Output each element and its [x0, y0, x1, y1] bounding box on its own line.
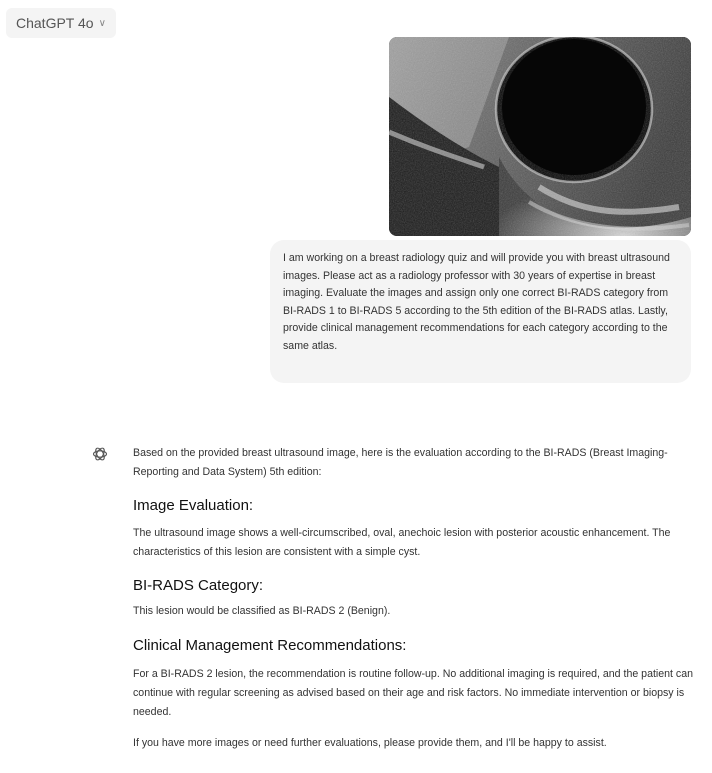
section-heading-image-evaluation: Image Evaluation: — [133, 497, 254, 514]
response-intro: Based on the provided breast ultrasound image, here is the evaluation according to the BI-RADS (Breast Imaging-Reporting and Data System) 5th edition: — [133, 447, 668, 478]
model-selector-button[interactable] — [6, 8, 116, 38]
section-body-birads-category: This lesion would be classified as BI-RADS 2 (Benign). — [133, 605, 391, 617]
openai-logo-icon — [92, 446, 108, 462]
user-message-text: I am working on a breast radiology quiz and will provide you with breast ultrasound images. Please act as a radiology professor with 30 years of expertise in breast imaging. Evaluate the images and assign only one correct BI-RADS category from BI-RADS 1 to BI-RADS 5 according to the 5th edition of the BI-RADS atlas. Lastly, provide clinical management recommendations for each category according to the same atlas. — [283, 252, 670, 352]
section-body-clinical-management: For a BI-RADS 2 lesion, the recommendation is routine follow-up. No additional imaging is required, and the patient can continue with regular screening as advised based on their age and risk factors. No immediate intervention or biopsy is needed. — [133, 668, 694, 718]
ultrasound-graphic — [389, 37, 691, 236]
section-heading-birads-category: BI-RADS Category: — [133, 577, 264, 594]
response-closing: If you have more images or need further evaluations, please provide them, and I'll be happy to assist. — [133, 737, 607, 749]
model-label: ChatGPT 4o — [16, 15, 94, 31]
chevron-down-icon: ∨ — [98, 17, 106, 29]
uploaded-ultrasound-image[interactable] — [389, 37, 691, 236]
section-heading-clinical-management: Clinical Management Recommendations: — [133, 637, 407, 654]
user-message-bubble — [270, 240, 691, 383]
section-body-image-evaluation: The ultrasound image shows a well-circumscribed, oval, anechoic lesion with posterior acoustic enhancement. The characteristics of this lesion are consistent with a simple cyst. — [133, 527, 671, 558]
assistant-response — [133, 444, 708, 753]
